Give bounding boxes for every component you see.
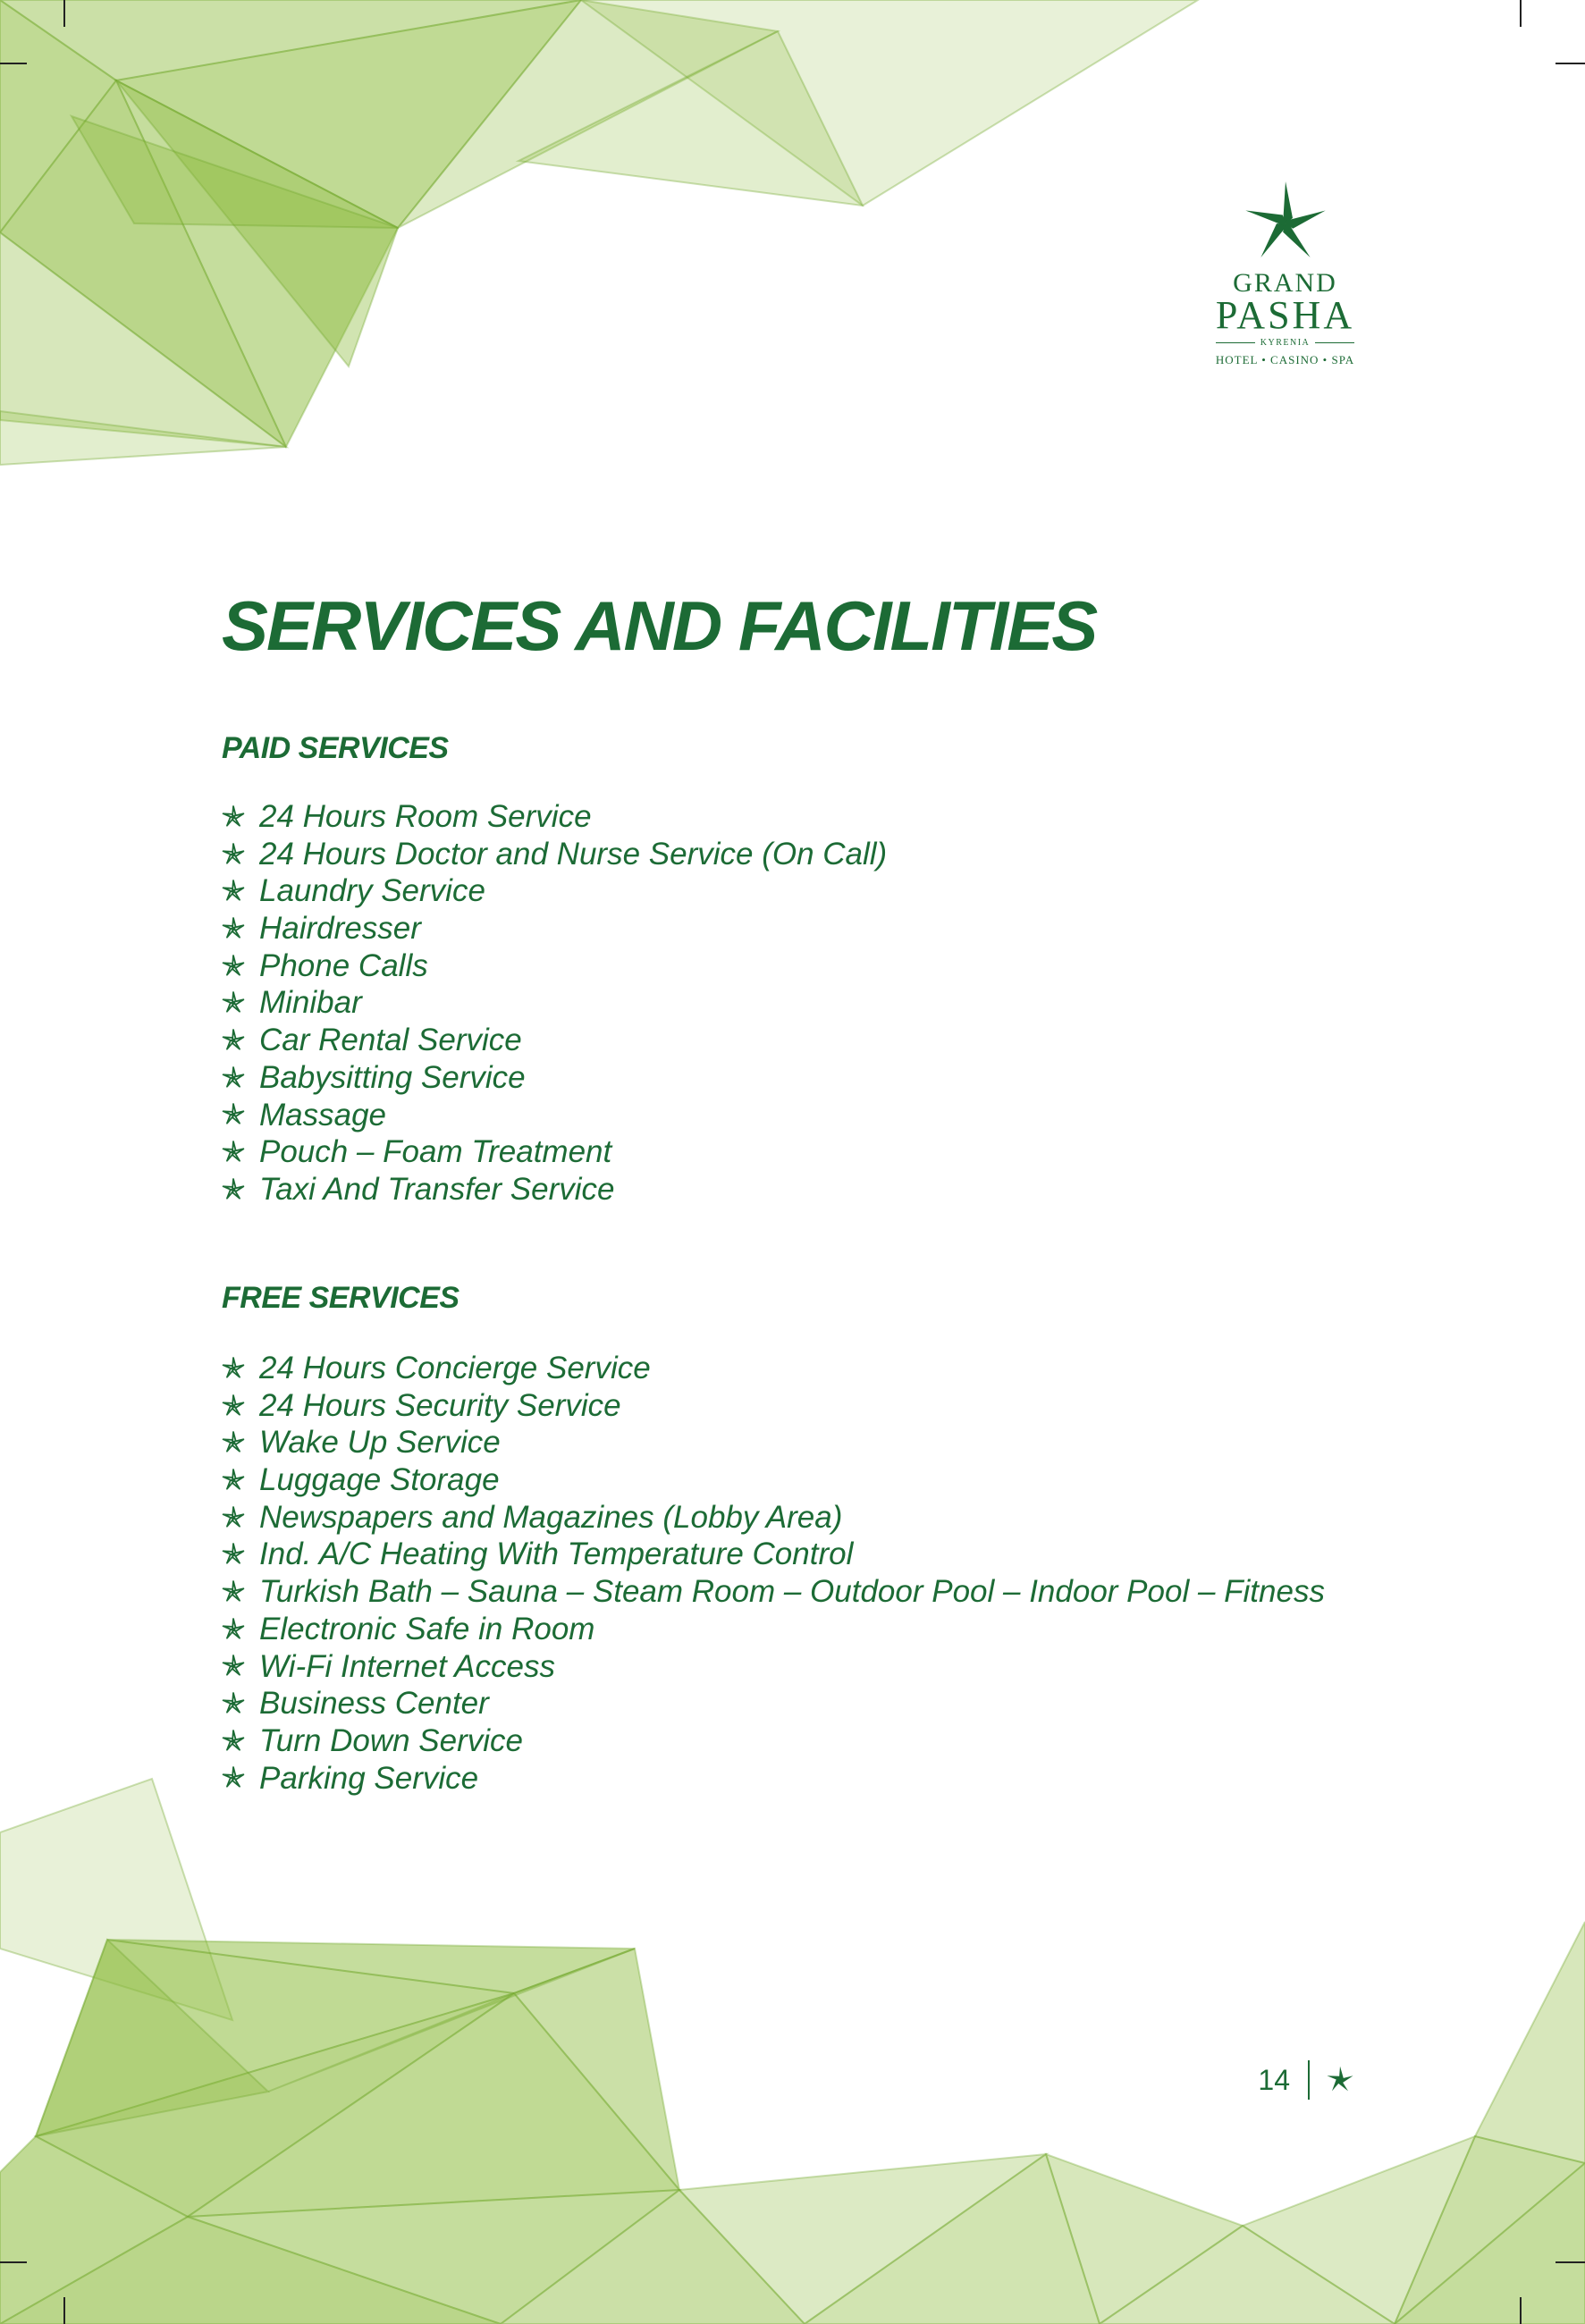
list-item <box>222 947 887 985</box>
page-number-divider <box>1308 2060 1310 2100</box>
list-item-label: Turkish Bath – Sauna – Steam Room – Outdoor Pool – Indoor Pool – Fitness <box>259 1574 1325 1610</box>
list-item-label: Newspapers and Magazines (Lobby Area) <box>259 1499 843 1535</box>
star-bullet-icon <box>222 1543 245 1566</box>
logo-tagline: HOTEL • CASINO • SPA <box>1215 353 1355 366</box>
list-item <box>222 1171 887 1208</box>
list-item <box>222 1059 887 1097</box>
logo-kyrenia-row <box>1202 338 1368 348</box>
star-bullet-icon <box>222 1730 245 1753</box>
paid-services-heading: PAID SERVICES <box>222 731 449 765</box>
crop-mark <box>1520 0 1522 27</box>
list-item-label: Minibar <box>259 985 362 1021</box>
list-item-label: Parking Service <box>259 1760 479 1796</box>
free-services-list <box>222 1350 1325 1797</box>
paid-services-list <box>222 798 887 1208</box>
star-bullet-icon <box>222 1178 245 1201</box>
list-item <box>222 1760 1325 1798</box>
list-item <box>222 984 887 1022</box>
star-bullet-icon <box>222 1655 245 1678</box>
list-item-label: Luggage Storage <box>259 1462 500 1498</box>
list-item-label: Hairdresser <box>259 911 421 947</box>
hotel-logo <box>1202 179 1368 367</box>
list-item <box>222 798 887 836</box>
free-services-heading: FREE SERVICES <box>222 1281 459 1315</box>
list-item-label: Ind. A/C Heating With Temperature Control <box>259 1537 854 1572</box>
logo-rule <box>1315 342 1354 344</box>
star-bullet-icon <box>222 1141 245 1164</box>
list-item-label: Turn Down Service <box>259 1722 524 1758</box>
list-item <box>222 1350 1325 1387</box>
page-number-footer <box>1256 2060 1354 2100</box>
pinwheel-star-icon <box>1326 2066 1354 2094</box>
list-item-label: Wake Up Service <box>259 1425 501 1461</box>
star-bullet-icon <box>222 1029 245 1052</box>
list-item-label: Wi-Fi Internet Access <box>259 1648 555 1684</box>
list-item-label: Laundry Service <box>259 873 485 909</box>
crop-mark <box>63 0 65 27</box>
page-title: SERVICES AND FACILITIES <box>222 586 1097 665</box>
list-item <box>222 1022 887 1059</box>
list-item <box>222 1536 1325 1573</box>
logo-rule <box>1216 342 1255 344</box>
list-item <box>222 1722 1325 1760</box>
list-item-label: Pouch – Foam Treatment <box>259 1134 612 1170</box>
page-number: 14 <box>1258 2063 1290 2096</box>
pinwheel-star-icon <box>1241 179 1330 268</box>
list-item <box>222 1685 1325 1722</box>
list-item-label: Business Center <box>259 1686 489 1722</box>
list-item-label: 24 Hours Security Service <box>259 1387 621 1423</box>
list-item <box>222 1573 1325 1611</box>
star-bullet-icon <box>222 1618 245 1641</box>
list-item <box>222 910 887 947</box>
list-item-label: 24 Hours Doctor and Nurse Service (On Call) <box>259 836 888 872</box>
list-item-label: Babysitting Service <box>259 1059 526 1095</box>
star-bullet-icon <box>222 1066 245 1090</box>
crop-mark <box>63 2297 65 2324</box>
list-item <box>222 1499 1325 1537</box>
star-bullet-icon <box>222 991 245 1015</box>
list-item-label: Phone Calls <box>259 947 428 983</box>
list-item <box>222 872 887 910</box>
crop-mark <box>1555 2261 1585 2263</box>
list-item-label: 24 Hours Room Service <box>259 799 592 834</box>
crop-mark <box>0 2261 27 2263</box>
star-bullet-icon <box>222 880 245 903</box>
star-bullet-icon <box>222 843 245 866</box>
list-item <box>222 1424 1325 1461</box>
star-bullet-icon <box>222 1692 245 1715</box>
logo-grand: GRAND <box>1233 268 1337 298</box>
list-item-label: Car Rental Service <box>259 1023 522 1058</box>
star-bullet-icon <box>222 917 245 940</box>
list-item <box>222 1097 887 1134</box>
logo-kyrenia: KYRENIA <box>1260 338 1311 348</box>
star-bullet-icon <box>222 1431 245 1454</box>
list-item <box>222 1461 1325 1499</box>
logo-pasha: PASHA <box>1215 293 1355 337</box>
crop-mark <box>1555 63 1585 64</box>
crop-mark <box>0 63 27 64</box>
list-item <box>222 1648 1325 1686</box>
star-bullet-icon <box>222 805 245 829</box>
star-bullet-icon <box>222 1469 245 1492</box>
star-bullet-icon <box>222 1506 245 1529</box>
star-bullet-icon <box>222 955 245 978</box>
list-item-label: Massage <box>259 1097 387 1133</box>
list-item-label: Electronic Safe in Room <box>259 1611 595 1646</box>
star-bullet-icon <box>222 1394 245 1418</box>
list-item <box>222 1611 1325 1648</box>
list-item <box>222 1133 887 1171</box>
star-bullet-icon <box>222 1766 245 1789</box>
list-item <box>222 836 887 873</box>
list-item-label: 24 Hours Concierge Service <box>259 1351 651 1385</box>
star-bullet-icon <box>222 1103 245 1126</box>
list-item <box>222 1387 1325 1425</box>
list-item-label: Taxi And Transfer Service <box>259 1171 615 1207</box>
star-bullet-icon <box>222 1357 245 1380</box>
crop-mark <box>1520 2297 1522 2324</box>
star-bullet-icon <box>222 1580 245 1604</box>
